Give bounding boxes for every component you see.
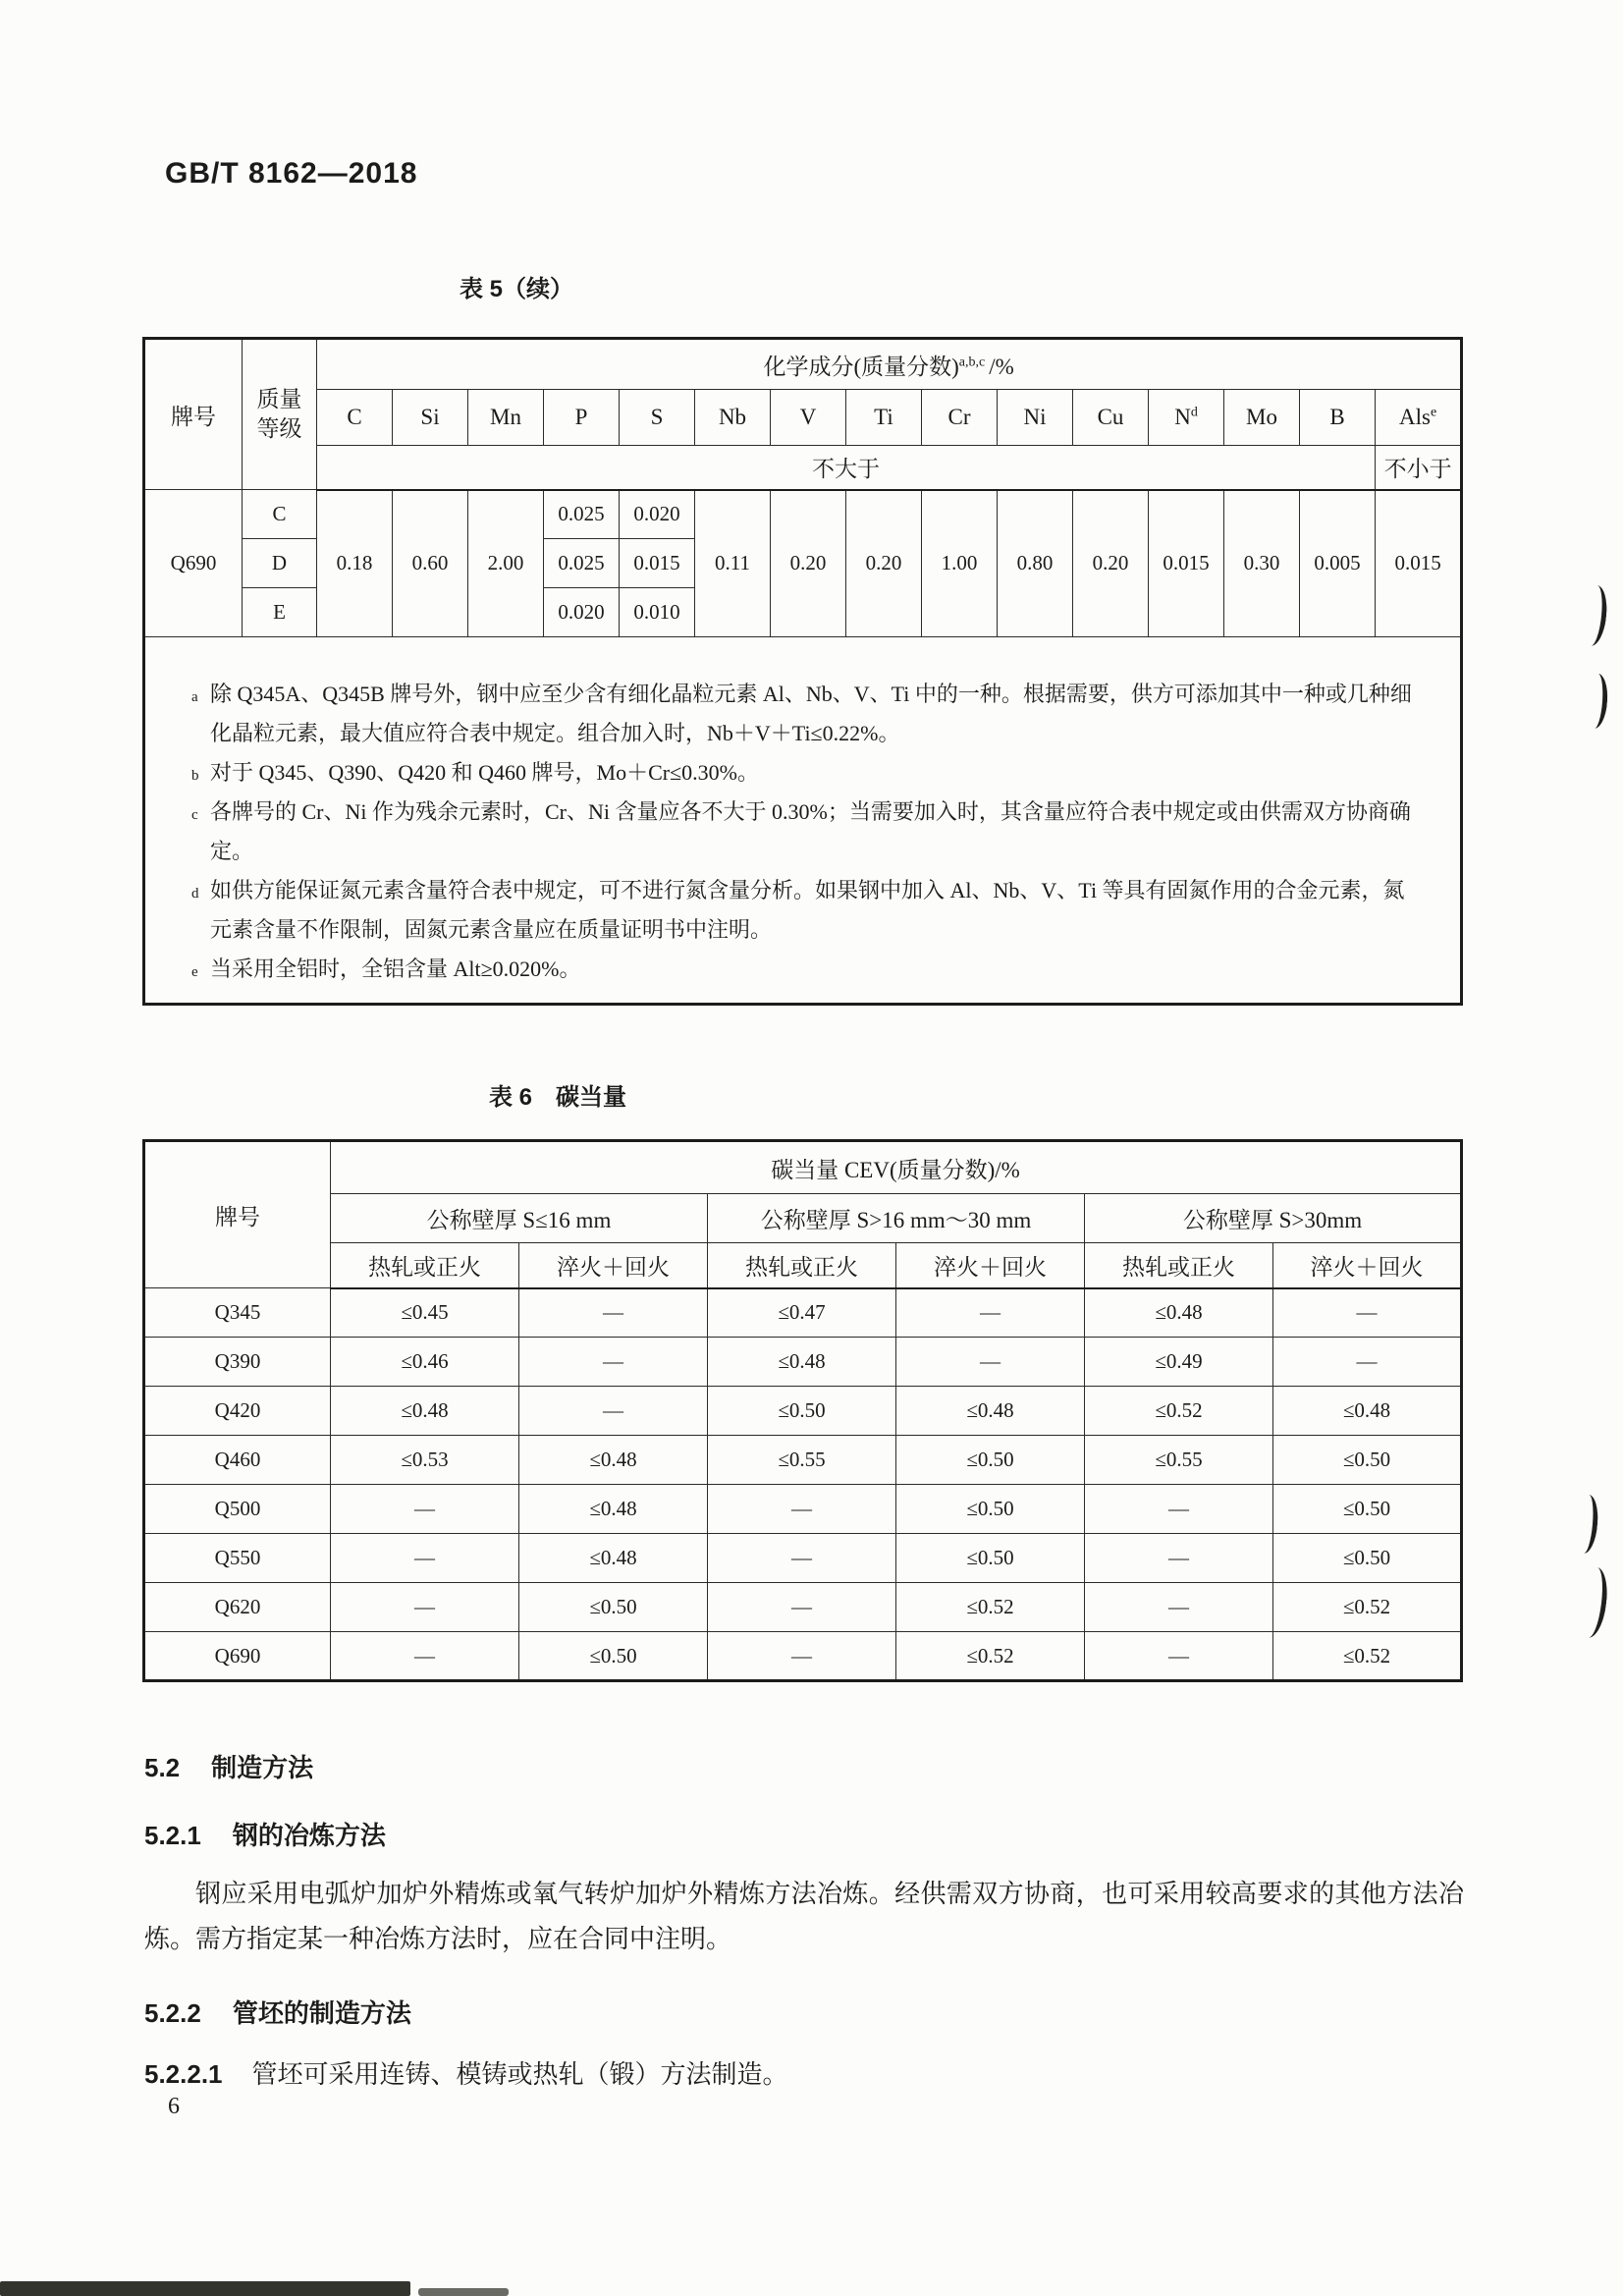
footnote-marker: e <box>191 964 198 980</box>
element-symbol: C <box>347 405 362 429</box>
value-n: 0.015 <box>1149 490 1224 637</box>
cev-value: ≤0.52 <box>896 1632 1085 1681</box>
table-row <box>144 1583 1462 1632</box>
grade-cell: Q500 <box>144 1485 331 1534</box>
section-heading-5-2 <box>144 1748 313 1784</box>
thickness-group-1: 公称壁厚 S≤16 mm <box>331 1194 708 1243</box>
cev-value: — <box>1273 1288 1462 1338</box>
element-header-cell <box>1149 390 1224 446</box>
clause-5-2-2-1 <box>144 2054 788 2091</box>
cev-value: ≤0.46 <box>331 1338 519 1387</box>
element-symbol: Nb <box>718 405 747 429</box>
cev-value: ≤0.52 <box>1085 1387 1273 1436</box>
min-limit-label: 不小于 <box>1376 446 1462 490</box>
table6-thickness-row <box>144 1194 1462 1243</box>
value-mo: 0.30 <box>1224 490 1300 637</box>
quality-grade-column-header <box>243 339 317 490</box>
table6-carbon-equivalent <box>142 1139 1463 1682</box>
footnote-marker: b <box>191 768 199 784</box>
cev-value: — <box>331 1583 519 1632</box>
element-header-cell <box>1073 390 1149 446</box>
element-header-cell <box>695 390 771 446</box>
table-row <box>144 1534 1462 1583</box>
quality-header-line2: 等级 <box>256 416 302 441</box>
cev-value: ≤0.50 <box>519 1632 708 1681</box>
grade-cell: Q420 <box>144 1387 331 1436</box>
composition-header-text: 化学成分(质量分数) <box>763 354 959 379</box>
page-number: 6 <box>168 2094 180 2119</box>
cev-value: — <box>708 1485 896 1534</box>
table6-process-row <box>144 1243 1462 1288</box>
element-symbol: Ni <box>1023 405 1047 429</box>
table-row <box>144 1338 1462 1387</box>
footnote-text: 当采用全铝时，全铝含量 Alt≥0.020%。 <box>210 957 581 981</box>
footnote-marker: c <box>191 807 198 823</box>
clause-number: 5.2.2.1 <box>144 2059 223 2089</box>
cev-value: — <box>519 1338 708 1387</box>
table5-limit-row <box>144 446 1462 490</box>
footnote <box>145 675 1417 753</box>
table-row <box>144 1485 1462 1534</box>
cev-value: ≤0.48 <box>1085 1288 1273 1338</box>
value-cu: 0.20 <box>1073 490 1149 637</box>
footnote <box>145 950 1417 989</box>
section-heading-5-2-2 <box>144 1994 411 2030</box>
cev-value: — <box>1085 1583 1273 1632</box>
element-symbol: Cr <box>947 405 971 429</box>
cev-value: ≤0.48 <box>519 1534 708 1583</box>
doc-number: GB/T 8162—2018 <box>165 157 418 190</box>
element-header-cell <box>468 390 544 446</box>
element-symbol: Mo <box>1246 405 1277 429</box>
table5-footnotes-row <box>144 637 1462 1005</box>
thickness-group-3: 公称壁厚 S>30mm <box>1085 1194 1462 1243</box>
element-symbol: Cu <box>1097 405 1124 429</box>
element-header-cell <box>1300 390 1376 446</box>
cev-value: ≤0.55 <box>708 1436 896 1485</box>
cev-value: — <box>1085 1485 1273 1534</box>
cev-value: — <box>896 1288 1085 1338</box>
cev-value: — <box>1273 1338 1462 1387</box>
cev-value: ≤0.50 <box>896 1485 1085 1534</box>
cev-value: ≤0.48 <box>519 1485 708 1534</box>
clause-text: 管坯可采用连铸、模铸或热轧（锻）方法制造。 <box>251 2060 788 2089</box>
element-symbol: N <box>1174 405 1191 429</box>
table5-data-row-c <box>144 490 1462 539</box>
process-header-quenched: 淬火＋回火 <box>519 1243 708 1288</box>
cev-value: ≤0.50 <box>708 1387 896 1436</box>
cev-header: 碳当量 CEV(质量分数)/% <box>331 1141 1462 1194</box>
section-number: 5.2 <box>144 1753 181 1782</box>
cev-value: — <box>331 1534 519 1583</box>
footnote-marker: a <box>191 689 198 705</box>
cev-value: ≤0.50 <box>896 1436 1085 1485</box>
cev-value: ≤0.52 <box>1273 1632 1462 1681</box>
table5-chemical-composition <box>142 337 1463 1006</box>
cev-value: ≤0.55 <box>1085 1436 1273 1485</box>
cev-value: ≤0.48 <box>519 1436 708 1485</box>
table-row <box>144 1632 1462 1681</box>
grade-cell: Q690 <box>144 490 243 637</box>
process-header-quenched: 淬火＋回火 <box>896 1243 1085 1288</box>
element-header-cell <box>544 390 620 446</box>
value-p: 0.025 <box>544 490 620 539</box>
footnote <box>145 871 1417 950</box>
cev-value: ≤0.50 <box>1273 1485 1462 1534</box>
value-s: 0.015 <box>620 539 695 588</box>
element-header-cell <box>846 390 922 446</box>
value-nb: 0.11 <box>695 490 771 637</box>
element-header-cell <box>620 390 695 446</box>
element-symbol: Ti <box>874 405 893 429</box>
cev-value: — <box>1085 1534 1273 1583</box>
value-si: 0.60 <box>393 490 468 637</box>
value-als: 0.015 <box>1376 490 1462 637</box>
grade-cell: Q390 <box>144 1338 331 1387</box>
cev-value: ≤0.52 <box>896 1583 1085 1632</box>
scan-artifact <box>1580 1566 1611 1639</box>
process-header-hot-rolled: 热轧或正火 <box>1085 1243 1273 1288</box>
quality-cell: E <box>243 588 317 637</box>
value-v: 0.20 <box>771 490 846 637</box>
paragraph-smelting-method: 钢应采用电弧炉加炉外精炼或氧气转炉加炉外精炼方法冶炼。经供需双方协商，也可采用较高要求的其他方法冶炼。需方指定某一种冶炼方法时，应在合同中注明。 <box>144 1880 1464 1953</box>
table6-header-row-1 <box>144 1141 1462 1194</box>
element-symbol: B <box>1329 405 1345 429</box>
section-number: 5.2.1 <box>144 1821 201 1850</box>
value-p: 0.020 <box>544 588 620 637</box>
quality-header-line1: 质量 <box>256 387 302 411</box>
footnote-text: 各牌号的 Cr、Ni 作为残余元素时，Cr、Ni 含量应各不大于 0.30%；当需要加入时，其含量应符合表中规定或由供需双方协商确定。 <box>210 799 1411 863</box>
grade-cell: Q690 <box>144 1632 331 1681</box>
cev-value: ≤0.52 <box>1273 1583 1462 1632</box>
scan-artifact <box>1576 1494 1599 1554</box>
element-symbol: S <box>650 405 664 429</box>
process-header-hot-rolled: 热轧或正火 <box>708 1243 896 1288</box>
element-symbol: P <box>574 405 588 429</box>
element-symbol: Si <box>420 405 440 429</box>
value-c: 0.18 <box>317 490 393 637</box>
table-row <box>144 1387 1462 1436</box>
grade-cell: Q460 <box>144 1436 331 1485</box>
footnote-text: 对于 Q345、Q390、Q420 和 Q460 牌号，Mo＋Cr≤0.30%。 <box>210 760 760 785</box>
process-header-quenched: 淬火＋回火 <box>1273 1243 1462 1288</box>
grade-cell: Q345 <box>144 1288 331 1338</box>
grade-column-header: 牌号 <box>144 1141 331 1288</box>
process-header-hot-rolled: 热轧或正火 <box>331 1243 519 1288</box>
element-symbol: Als <box>1399 405 1431 429</box>
element-header-cell <box>393 390 468 446</box>
scan-artifact <box>418 2288 509 2296</box>
quality-cell: C <box>243 490 317 539</box>
element-header-cell <box>998 390 1073 446</box>
value-s: 0.010 <box>620 588 695 637</box>
cev-value: ≤0.50 <box>1273 1534 1462 1583</box>
cev-value: — <box>331 1632 519 1681</box>
cev-value: ≤0.50 <box>1273 1436 1462 1485</box>
grade-cell: Q620 <box>144 1583 331 1632</box>
section-title: 管坯的制造方法 <box>232 1998 411 2028</box>
footnote-text: 如供方能保证氮元素含量符合表中规定，可不进行氮含量分析。如果钢中加入 Al、Nb、V、Ti 等具有固氮作用的合金元素，氮元素含量不作限制，固氮元素含量应在质量证明书中注明。 <box>210 878 1405 942</box>
table6-title: 表 6 碳当量 <box>489 1084 627 1111</box>
max-limit-label: 不大于 <box>317 446 1376 490</box>
footnote-text: 除 Q345A、Q345B 牌号外，钢中应至少含有细化晶粒元素 Al、Nb、V、Ti 中的一种。根据需要，供方可添加其中一种或几种细化晶粒元素，最大值应符合表中规定。组合加入时，Nb＋V＋Ti≤0.22%。 <box>210 682 1412 745</box>
cev-value: ≤0.48 <box>708 1338 896 1387</box>
footnote <box>145 753 1417 793</box>
composition-header <box>317 339 1462 390</box>
cev-value: ≤0.50 <box>519 1583 708 1632</box>
scan-artifact <box>1587 673 1609 729</box>
cev-value: — <box>519 1387 708 1436</box>
grade-column-header: 牌号 <box>144 339 243 490</box>
cev-value: ≤0.50 <box>896 1534 1085 1583</box>
footnote-marker: d <box>191 886 199 902</box>
cev-value: — <box>896 1338 1085 1387</box>
composition-header-unit: /% <box>989 354 1014 379</box>
cev-value: — <box>331 1485 519 1534</box>
element-header-cell <box>771 390 846 446</box>
table5-title: 表 5（续） <box>460 276 574 302</box>
cev-value: ≤0.48 <box>896 1387 1085 1436</box>
section-title: 制造方法 <box>211 1753 314 1782</box>
cev-value: ≤0.49 <box>1085 1338 1273 1387</box>
element-footnote-ref: e <box>1430 405 1437 420</box>
grade-cell: Q550 <box>144 1534 331 1583</box>
quality-cell: D <box>243 539 317 588</box>
value-s: 0.020 <box>620 490 695 539</box>
footnotes-area <box>144 637 1462 1005</box>
value-p: 0.025 <box>544 539 620 588</box>
cev-value: — <box>708 1534 896 1583</box>
cev-value: — <box>708 1583 896 1632</box>
element-header-cell <box>1224 390 1300 446</box>
element-symbol: Mn <box>490 405 521 429</box>
thickness-group-2: 公称壁厚 S>16 mm～30 mm <box>708 1194 1085 1243</box>
table-row <box>144 1288 1462 1338</box>
scan-artifact <box>1583 584 1609 647</box>
scan-artifact <box>0 2281 410 2296</box>
cev-value: ≤0.48 <box>331 1387 519 1436</box>
element-header-cell <box>317 390 393 446</box>
value-cr: 1.00 <box>922 490 998 637</box>
cev-value: — <box>1085 1632 1273 1681</box>
value-ti: 0.20 <box>846 490 922 637</box>
element-header-cell <box>1376 390 1462 446</box>
section-number: 5.2.2 <box>144 1998 201 2028</box>
table5-element-row <box>144 390 1462 446</box>
element-header-cell <box>922 390 998 446</box>
table5-header-row-1 <box>144 339 1462 390</box>
cev-value: — <box>519 1288 708 1338</box>
cev-value: ≤0.45 <box>331 1288 519 1338</box>
footnote <box>145 793 1417 871</box>
section-title: 钢的冶炼方法 <box>232 1821 386 1850</box>
element-symbol: V <box>799 405 817 429</box>
composition-header-footnote-refs: a,b,c <box>958 354 986 369</box>
section-heading-5-2-1 <box>144 1816 386 1852</box>
cev-value: ≤0.53 <box>331 1436 519 1485</box>
cev-value: ≤0.47 <box>708 1288 896 1338</box>
value-ni: 0.80 <box>998 490 1073 637</box>
cev-value: — <box>708 1632 896 1681</box>
element-footnote-ref: d <box>1190 405 1198 420</box>
cev-value: ≤0.48 <box>1273 1387 1462 1436</box>
value-mn: 2.00 <box>468 490 544 637</box>
value-b: 0.005 <box>1300 490 1376 637</box>
table-row <box>144 1436 1462 1485</box>
